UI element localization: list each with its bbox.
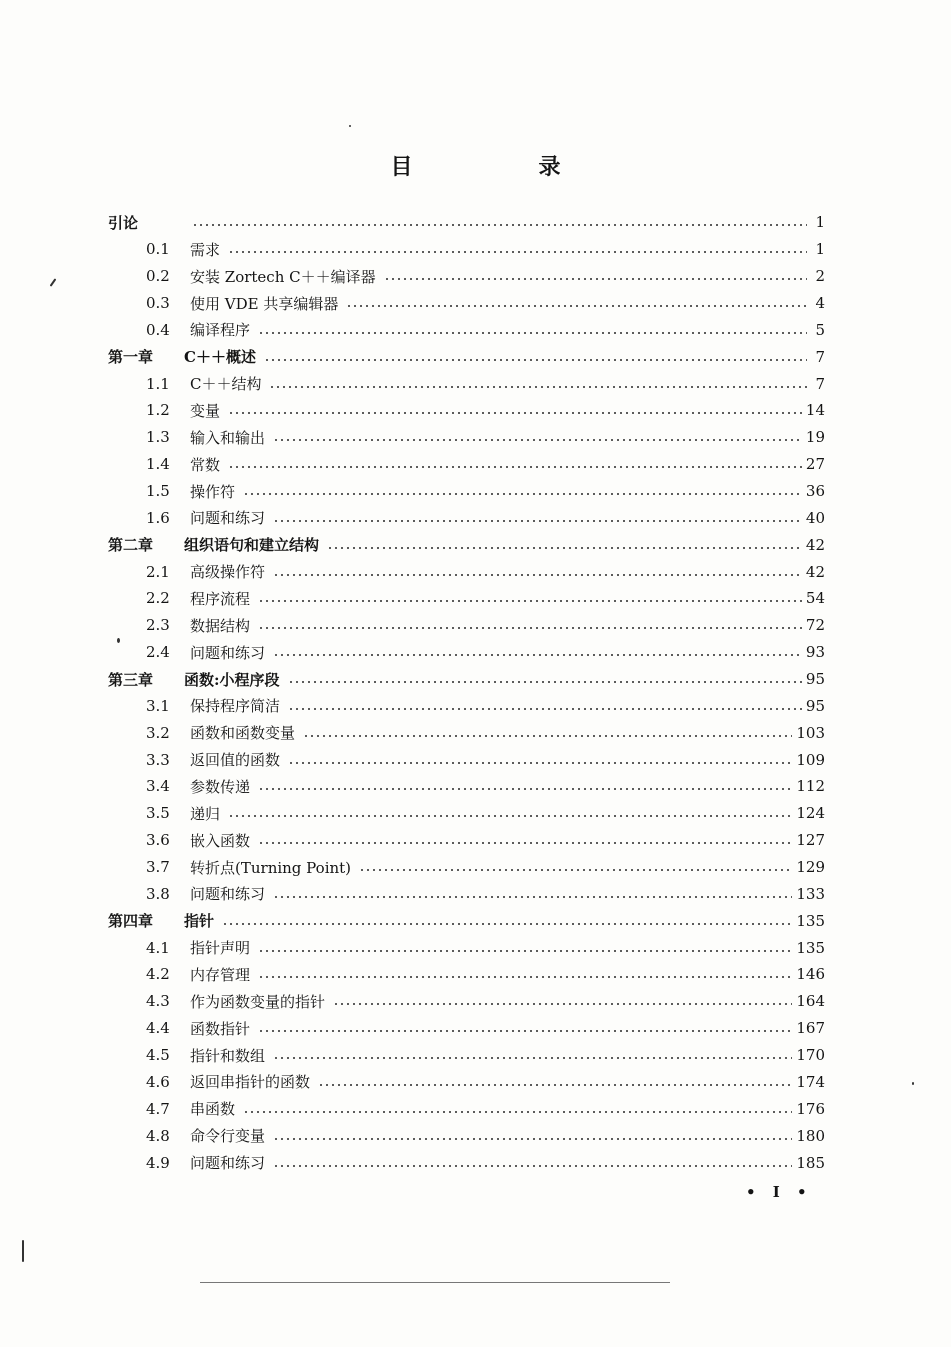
entry-title: 使用 VDE 共享编辑器 [190,294,339,313]
entry-page-number: 42 [805,562,825,581]
toc-section-entry [108,451,825,478]
entry-page-number: 133 [796,884,825,903]
entry-title: 返回串指针的函数 [190,1073,311,1092]
toc-section-entry [108,746,825,773]
entry-page-number: 170 [796,1046,825,1065]
scan-speck [50,278,57,287]
entry-page-number: 7 [815,347,825,366]
entry-number: 4.6 [146,1072,170,1091]
entry-number: 4.7 [146,1099,170,1118]
entry-number: 4.1 [146,938,170,957]
dot-leader [273,896,792,898]
entry-page-number: 5 [815,320,825,339]
dot-leader [258,788,792,790]
toc-section-entry [108,1122,825,1149]
dot-leader [288,762,792,764]
entry-page-number: 95 [805,670,825,689]
dot-leader [359,869,792,871]
toc-section-entry [108,370,825,397]
entry-number: 4.9 [146,1153,170,1172]
entry-number: 1.1 [146,374,170,393]
entry-title: 数据结构 [190,616,251,635]
entry-title: 编译程序 [190,321,251,340]
dot-leader [192,224,807,226]
entry-title: 指针和数组 [190,1046,266,1065]
entry-page-number: 164 [796,992,825,1011]
toc-section-entry [108,827,825,854]
entry-page-number: 1 [815,213,825,232]
entry-number: 第四章 [108,912,154,931]
entry-title: 递归 [190,804,221,823]
entry-number: 引论 [108,213,139,232]
entry-number: 0.1 [146,240,170,259]
entry-title: 保持程序简洁 [190,697,281,716]
dot-leader [243,1111,792,1113]
entry-title: 组织语句和建立结构 [184,536,320,555]
toc-section-entry [108,934,825,961]
toc-section-entry [108,1095,825,1122]
dot-leader [273,1138,792,1140]
entry-page-number: 27 [805,455,825,474]
dot-leader [228,412,802,414]
toc-section-entry [108,612,825,639]
entry-number: 1.5 [146,482,170,501]
entry-title: 变量 [190,401,221,420]
entry-number: 1.6 [146,508,170,527]
dot-leader [228,251,807,253]
dot-leader [269,386,807,388]
dot-leader [258,627,802,629]
entry-title: 常数 [190,455,221,474]
entry-page-number: 7 [815,374,825,393]
toc-section-entry [108,504,825,531]
dot-leader [288,681,802,683]
scan-speck [117,638,120,643]
scan-speck [349,125,351,127]
bottom-rule [200,1282,670,1283]
entry-title: 函数指针 [190,1019,251,1038]
entry-page-number: 129 [796,858,825,877]
entry-title: 嵌入函数 [190,831,251,850]
dot-leader [318,1084,792,1086]
table-of-contents [108,209,825,1176]
entry-number: 3.2 [146,723,170,742]
entry-title: 指针 [184,912,215,931]
entry-page-number: 167 [796,1019,825,1038]
entry-page-number: 127 [796,831,825,850]
entry-number: 2.3 [146,616,170,635]
entry-title: 问题和练习 [190,1154,266,1172]
entry-page-number: 2 [815,267,825,286]
dot-leader [273,1057,792,1059]
entry-number: 3.6 [146,831,170,850]
entry-number: 3.7 [146,858,170,877]
toc-section-entry [108,316,825,343]
toc-section-entry [108,1149,825,1176]
entry-page-number: 135 [796,911,825,930]
dot-leader [333,1003,792,1005]
toc-chapter-entry [108,531,825,558]
toc-section-entry [108,961,825,988]
entry-title: 串函数 [190,1100,236,1119]
entry-title: C＋＋概述 [184,348,256,367]
toc-chapter-entry [108,907,825,934]
entry-number: 4.2 [146,965,170,984]
toc-chapter-entry [108,343,825,370]
entry-title: 指针声明 [190,939,251,958]
entry-page-number: 1 [815,240,825,259]
entry-number: 2.4 [146,643,170,662]
dot-leader [258,332,807,334]
dot-leader [228,815,792,817]
entry-title: 安装 Zortech C＋＋编译器 [190,267,376,286]
entry-number: 0.2 [146,267,170,286]
dot-leader [273,520,802,522]
dot-leader [384,278,807,280]
entry-title: C＋＋结构 [190,375,262,394]
page-title: 目 录 [390,154,613,180]
dot-leader [228,466,802,468]
entry-title: 问题和练习 [190,509,266,528]
dot-leader [222,923,792,925]
entry-number: 3.8 [146,884,170,903]
entry-page-number: 112 [796,777,825,796]
entry-number: 1.3 [146,428,170,447]
entry-page-number: 40 [805,508,825,527]
toc-section-entry [108,585,825,612]
dot-leader [243,493,802,495]
entry-number: 第一章 [108,348,154,367]
entry-title: 转折点(Turning Point) [190,858,352,877]
entry-title: 返回值的函数 [190,751,281,770]
toc-section-entry [108,397,825,424]
entry-page-number: 36 [805,482,825,501]
entry-number: 4.4 [146,1019,170,1038]
entry-title: 作为函数变量的指针 [190,992,326,1011]
entry-page-number: 19 [805,428,825,447]
entry-page-number: 103 [796,723,825,742]
entry-title: 函数和函数变量 [190,724,296,743]
scan-speck [912,1082,914,1085]
entry-page-number: 95 [805,696,825,715]
toc-section-entry [108,424,825,451]
entry-page-number: 135 [796,938,825,957]
toc-section-entry [108,1015,825,1042]
dot-leader [346,305,807,307]
dot-leader [288,708,802,710]
entry-title: 命令行变量 [190,1127,266,1146]
dot-leader [258,976,792,978]
toc-section-entry [108,854,825,881]
entry-page-number: 174 [796,1072,825,1091]
toc-section-entry [108,880,825,907]
entry-page-number: 72 [805,616,825,635]
toc-section-entry [108,290,825,317]
toc-section-entry [108,988,825,1015]
dot-leader [327,547,802,549]
entry-page-number: 54 [805,589,825,608]
dot-leader [258,1030,792,1032]
entry-number: 3.3 [146,750,170,769]
toc-section-entry [108,263,825,290]
entry-title: 操作符 [190,482,236,501]
toc-section-entry [108,773,825,800]
entry-number: 3.5 [146,804,170,823]
entry-number: 0.3 [146,294,170,312]
entry-title: 函数:小程序段 [184,670,280,689]
entry-number: 2.2 [146,589,170,608]
toc-section-entry [108,719,825,746]
dot-leader [264,359,807,361]
entry-number: 4.3 [146,992,170,1011]
dot-leader [303,735,792,737]
entry-number: 1.4 [146,455,170,474]
entry-title: 参数传递 [190,777,251,796]
entry-number: 4.8 [146,1126,170,1145]
toc-section-entry [108,692,825,719]
dot-leader [258,842,792,844]
entry-page-number: 93 [805,643,825,662]
entry-number: 2.1 [146,562,170,581]
entry-page-number: 146 [796,965,825,984]
entry-page-number: 180 [796,1126,825,1145]
toc-section-entry [108,558,825,585]
entry-page-number: 176 [796,1099,825,1118]
entry-title: 高级操作符 [190,563,266,582]
entry-page-number: 109 [796,750,825,769]
entry-page-number: 42 [805,535,825,554]
entry-title: 需求 [190,240,221,259]
entry-title: 程序流程 [190,589,251,608]
toc-section-entry [108,1069,825,1096]
entry-page-number: 124 [796,804,825,823]
entry-number: 3.1 [146,696,170,715]
entry-title: 输入和输出 [190,428,266,447]
page-number: • I • [746,1183,813,1201]
toc-section-entry [108,478,825,505]
entry-page-number: 4 [815,294,825,312]
toc-chapter-entry [108,666,825,693]
dot-leader [273,439,802,441]
scan-speck [22,1240,24,1262]
entry-number: 第三章 [108,670,154,689]
entry-number: 1.2 [146,401,170,420]
dot-leader [258,950,792,952]
entry-number: 4.5 [146,1046,170,1065]
toc-section-entry [108,639,825,666]
entry-page-number: 185 [796,1153,825,1172]
toc-section-entry [108,800,825,827]
toc-section-entry [108,236,825,263]
entry-page-number: 14 [805,401,825,420]
entry-title: 问题和练习 [190,643,266,662]
dot-leader [273,1165,792,1167]
dot-leader [273,654,802,656]
entry-number: 0.4 [146,320,170,339]
entry-number: 第二章 [108,536,154,555]
entry-number: 3.4 [146,777,170,796]
dot-leader [273,574,802,576]
entry-title: 问题和练习 [190,885,266,904]
entry-title: 内存管理 [190,965,251,984]
dot-leader [258,600,802,602]
toc-section-entry [108,1042,825,1069]
toc-chapter-entry [108,209,825,236]
